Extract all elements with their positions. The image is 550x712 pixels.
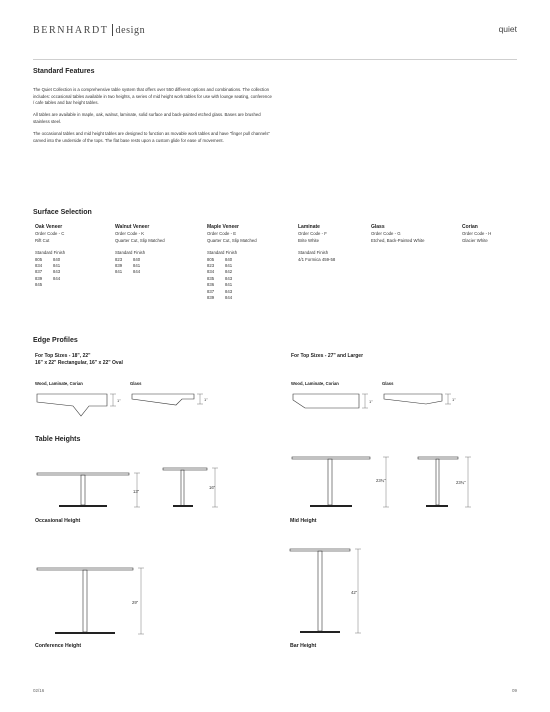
edge-profile-glass-small [130,390,210,412]
finish-code: 4/1 Formica 459-58 [298,256,336,262]
standard-features-text [33,87,273,150]
finish-code: 805 [35,256,43,262]
height-dimension: 42" [351,590,358,595]
surface-detail: Brite White [298,237,320,243]
order-code: Order Code - E [207,231,237,237]
finish-code: 837 [207,288,215,294]
edge-profile-glass-large [382,390,462,412]
header-divider [33,59,517,60]
order-code: Order Code - F [298,231,327,237]
page-number: 09 [511,688,517,693]
finish-code: 841 [53,263,61,269]
finish-code: 839 [115,263,123,269]
finish-code: 834 [35,263,43,269]
finish-code: 835 [207,275,215,281]
conference-height-caption: Conference Height [35,643,82,649]
height-dimension: 29" [132,600,139,605]
brand-suffix: design [115,24,146,36]
finish-code: 840 [225,256,233,262]
standard-features-title: Standard Features [33,68,95,75]
edge-profiles-title: Edge Profiles [33,337,78,344]
surface-detail: Etched, Back-Painted White [371,237,425,243]
surface-column-oak [35,224,71,289]
edge-profile-wood-small [35,390,125,418]
finish-code: 839 [207,295,215,301]
edge-profile-wood-large [291,390,381,416]
surface-name: Glass [371,224,385,230]
surface-detail: Rift Cut [35,237,50,243]
finish-label: Standard Finish [207,250,238,256]
surface-detail: Quarter Cut, Slip Matched [115,237,165,243]
finish-codes [115,257,165,276]
finish-code: 823 [207,263,215,269]
finish-code: 845 [35,282,43,288]
finish-code: 841 [115,269,123,275]
finish-code: 841 [133,263,141,269]
table-heights-title: Table Heights [35,436,81,443]
paragraph: The Quiet Collection is a comprehensive table system that offers over 550 different options and combinations. The collection includes: occasional tables available in two heights, a series of mid height work tables for use with lounge seating, conference / cafe tables and bar height tables. [33,87,272,106]
footer-date: 02/16 [33,688,45,693]
finish-code: 840 [53,256,61,262]
finish-code: 836 [207,282,215,288]
surface-column-glass [371,224,425,244]
edge-dimension: 1" [452,397,456,402]
finish-code: 844 [53,275,61,281]
brand-logo [33,24,145,36]
occasional-height-caption: Occasional Height [35,518,81,524]
edge-heading-line: 16" x 22" Rectangular, 16" x 22" Oval [35,360,123,366]
bar-height-caption: Bar Height [290,643,317,649]
height-dimension: 23¾" [376,478,386,483]
height-dimension: 23¾" [456,480,466,485]
height-dimension: 16" [209,485,216,490]
mid-table-front [292,457,389,507]
finish-codes [207,257,257,302]
edge-heading-large: For Top Sizes - 27" and Larger [291,353,364,359]
finish-code: 842 [225,269,233,275]
finish-codes [35,257,71,289]
edge-label-wood: Wood, Laminate, Corian [35,381,83,386]
finish-code: 837 [35,269,43,275]
mid-height-caption: Mid Height [290,518,317,524]
finish-code: 843 [53,269,61,275]
occasional-table-side [163,468,218,507]
surface-name: Walnut Veneer [115,224,150,230]
order-code: Order Code - G [371,231,401,237]
finish-code: 841 [225,263,233,269]
finish-label: Standard Finish [298,250,329,256]
surface-name: Laminate [298,224,320,230]
finish-code: 839 [35,275,43,281]
surface-selection-title: Surface Selection [33,209,92,216]
surface-detail: Quarter Cut, Slip Matched [207,237,257,243]
edge-dimension: 1" [369,399,373,404]
edge-label-wood: Wood, Laminate, Corian [291,381,339,386]
product-name: quiet [498,24,517,34]
mid-table-side [418,457,471,507]
edge-label-glass: Glass [382,381,394,386]
order-code: Order Code - K [115,231,145,237]
order-code: Order Code - H [462,231,492,237]
height-dimension: 13" [133,489,140,494]
finish-code: 844 [225,295,233,301]
finish-code: 843 [225,288,233,294]
surface-name: Maple Veneer [207,224,239,230]
surface-name: Oak Veneer [35,224,63,230]
mid-height-drawing [290,455,490,515]
finish-label: Standard Finish [35,250,66,256]
finish-code: 823 [115,256,123,262]
surface-column-laminate [298,224,335,263]
finish-code: 840 [133,256,141,262]
surface-column-maple [207,224,257,301]
order-code: Order Code - C [35,231,65,237]
finish-code: 843 [225,275,233,281]
edge-heading-small [35,353,123,367]
finish-label: Standard Finish [115,250,146,256]
surface-column-corian [462,224,491,244]
edge-heading-line: For Top Sizes - 18", 22" [35,353,91,359]
surface-detail: Glacier White [462,237,488,243]
surface-column-walnut [115,224,165,276]
occasional-height-drawing [35,465,225,515]
brand-name: BERNHARDT [33,24,109,36]
finish-code: 805 [207,256,215,262]
paragraph: All tables are available in maple, oak, walnut, laminate, solid surface and back-painted etched glass. Bases are brushed stainless steel. [33,112,261,124]
edge-label-glass: Glass [130,381,142,386]
surface-name: Corian [462,224,478,230]
finish-code: 841 [225,282,233,288]
occasional-table-front [37,473,140,507]
paragraph: The occasional tables and mid height tables are designed to function as movable work tables and have "finger pull channels" carved into the underside of the tops. The flat base rests upon a custom glide for ease of movement. [33,130,270,143]
conference-height-drawing [35,565,165,640]
finish-code: 844 [133,269,141,275]
bar-height-drawing [288,545,378,640]
finish-code: 834 [207,269,215,275]
edge-dimension: 1" [117,398,121,403]
edge-dimension: 1" [204,397,208,402]
logo-divider [112,24,113,36]
